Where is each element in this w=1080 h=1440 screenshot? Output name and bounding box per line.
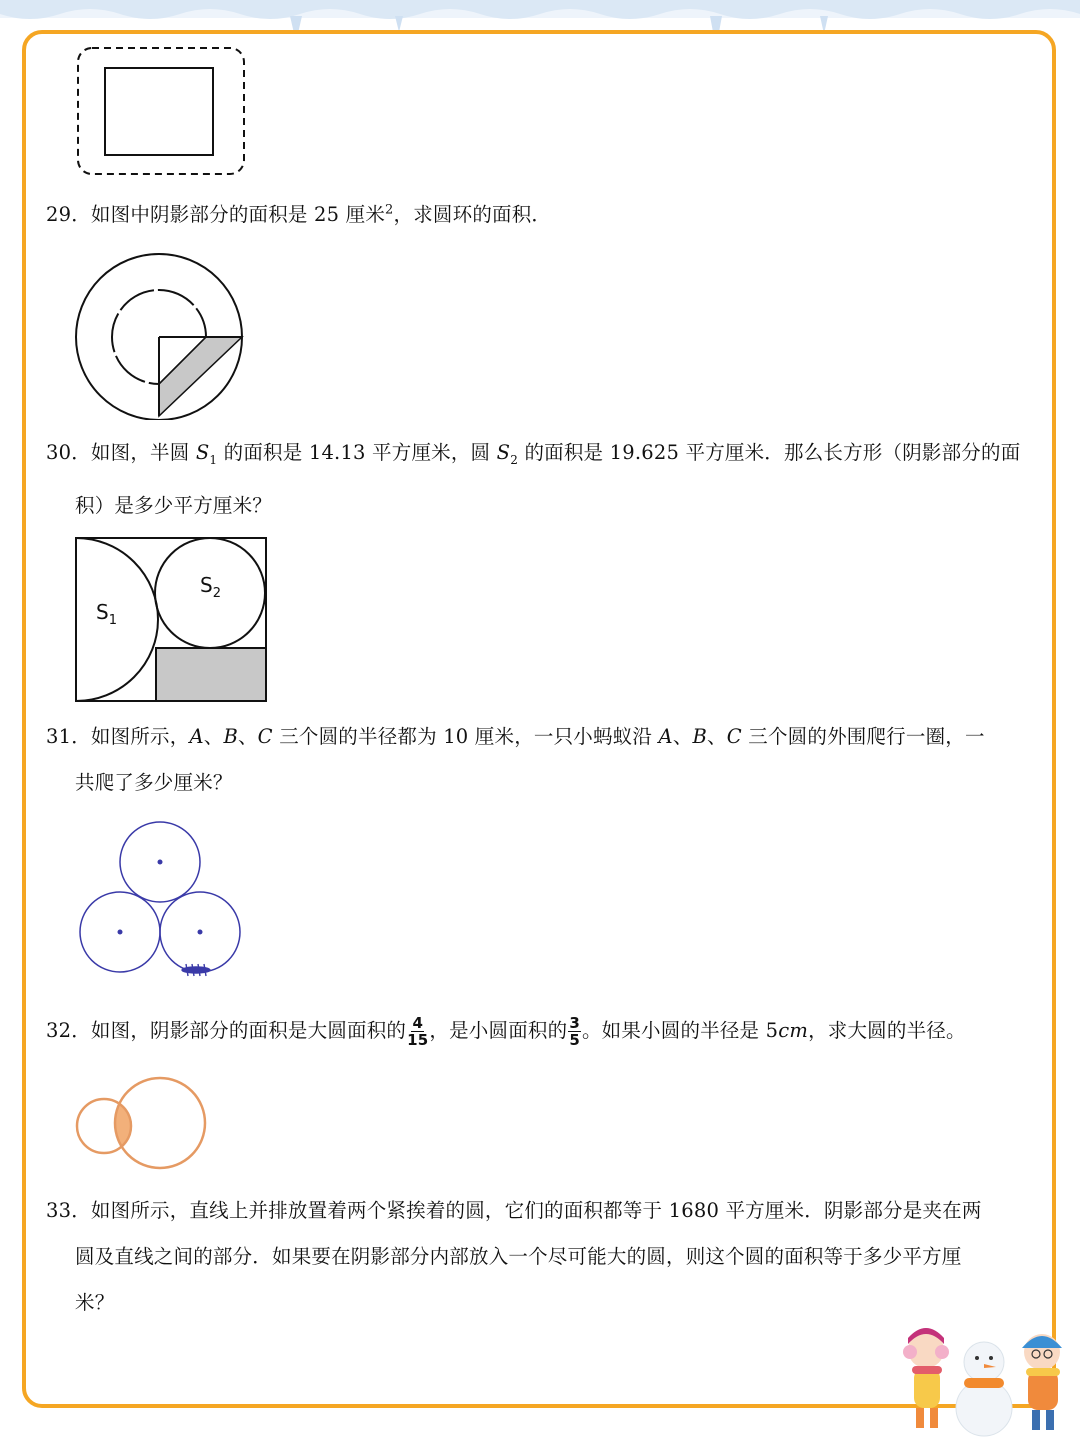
question-text: 如图，阴影部分的面积是大圆面积的: [90, 1019, 407, 1042]
question-text: 三个圆的外围爬行一圈，一: [741, 725, 985, 748]
subscript: 1: [209, 452, 218, 467]
variable-b: B: [692, 725, 708, 748]
variable-s1: S: [195, 441, 210, 464]
variable-b: B: [223, 725, 238, 748]
separator: 、: [237, 725, 258, 748]
question-text-line2: 共爬了多少厘米？: [75, 771, 233, 794]
question-text: ，求大圆的半径。: [808, 1019, 966, 1042]
unit: cm: [778, 1019, 809, 1042]
question-31: [46, 714, 1036, 806]
question-text: 。如果小圆的半径是 5: [581, 1019, 779, 1042]
question-number: 33．: [46, 1199, 91, 1222]
question-number: 31．: [46, 725, 91, 748]
subscript: 2: [510, 452, 519, 467]
girl-icon: [903, 1328, 949, 1428]
question-29: [46, 192, 1036, 238]
fraction-4-15: [407, 1015, 428, 1048]
variable-a: A: [189, 725, 204, 748]
figure-square-dashed: [74, 44, 250, 178]
boy-icon: [1022, 1334, 1062, 1430]
fraction-denominator: 5: [569, 1031, 580, 1049]
question-number: 32．: [46, 1019, 91, 1042]
winter-kids-illustration: [888, 1322, 1080, 1440]
variable-a: A: [658, 725, 673, 748]
figure-overlapping-circles: [74, 1074, 210, 1174]
question-text: 如图中阴影部分的面积是 25 厘米: [90, 203, 386, 226]
question-text-line2: 积）是多少平方厘米？: [75, 493, 273, 517]
question-33: [46, 1188, 1036, 1326]
question-text: 如图所示，直线上并排放置着两个紧挨着的圆，它们的面积都等于 1680 平方厘米．阴影部分是夹在两: [90, 1199, 982, 1222]
question-number: 29．: [46, 203, 91, 226]
question-text-line2: 圆及直线之间的部分．如果要在阴影部分内部放入一个尽可能大的圆，则这个圆的面积等于多少平方厘: [75, 1245, 962, 1268]
question-text: ，是小圆面积的: [429, 1019, 568, 1042]
snowman-icon: [956, 1342, 1012, 1436]
variable-c: C: [257, 725, 273, 748]
separator: 、: [203, 725, 224, 748]
label-s2: $S_2$: [200, 573, 221, 601]
fraction-numerator: 3: [569, 1014, 580, 1032]
question-text: ，求圆环的面积．: [393, 203, 552, 226]
label-s1: $S_1$: [96, 600, 117, 628]
separator: 、: [707, 725, 727, 748]
figure-ring-shaded: [74, 248, 246, 420]
question-text-line3: 米？: [75, 1291, 115, 1314]
question-32: [46, 1008, 1036, 1054]
question-text: 如图，半圆: [90, 441, 196, 464]
fraction-numerator: 4: [412, 1014, 424, 1032]
question-text: 的面积是 19.625 平方厘米．那么长方形（阴影部分的面: [518, 441, 1021, 464]
fraction-denominator: 15: [407, 1031, 429, 1049]
superscript: 2: [385, 202, 394, 218]
question-text: 的面积是 14.13 平方厘米，圆: [217, 441, 497, 464]
fraction-3-5: [568, 1015, 581, 1048]
variable-s2: S: [496, 441, 511, 464]
ant-icon: [182, 964, 210, 976]
question-number: 30．: [46, 441, 91, 464]
variable-c: C: [726, 725, 742, 748]
question-text: 三个圆的半径都为 10 厘米，一只小蚂蚁沿: [272, 725, 659, 748]
separator: 、: [672, 725, 693, 748]
question-30: [46, 430, 1036, 529]
figure-three-circles: [74, 818, 246, 982]
question-text: 如图所示，: [90, 725, 190, 748]
